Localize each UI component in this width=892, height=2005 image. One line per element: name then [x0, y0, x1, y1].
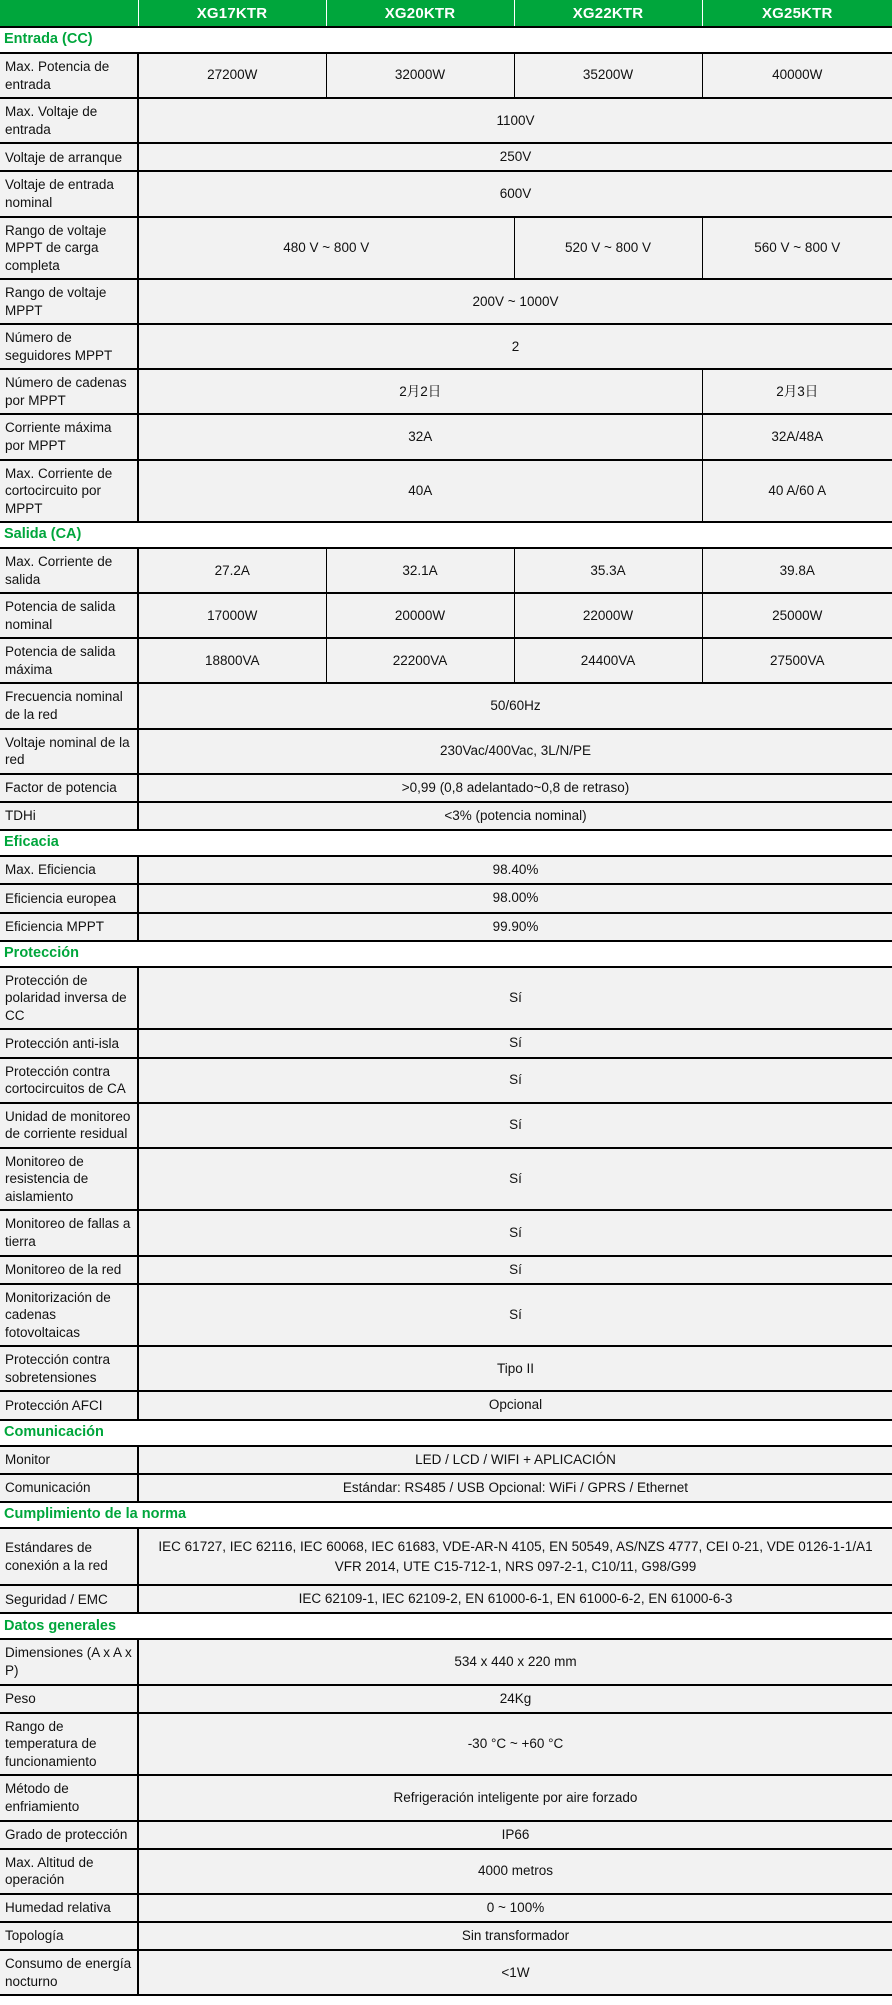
cell-value: IP66 [138, 1821, 892, 1849]
cell-value: 98.40% [138, 856, 892, 884]
section-title: Protección [0, 941, 892, 967]
section-title: Datos generales [0, 1613, 892, 1639]
section-header-datos-generales [0, 1613, 892, 1639]
cell-value: Sí [138, 1029, 892, 1057]
row-label-frecuencia-nominal-de-la-red: Frecuencia nominal de la red [0, 683, 138, 728]
table-row [0, 884, 892, 912]
table-row [0, 1639, 892, 1684]
row-label-potencia-de-salida-nominal: Potencia de salida nominal [0, 593, 138, 638]
row-label-numero-de-cadenas-por-mppt: Número de cadenas por MPPT [0, 369, 138, 414]
cell-value: IEC 62109-1, IEC 62109-2, EN 61000-6-1, EN 61000-6-2, EN 61000-6-3 [138, 1585, 892, 1613]
table-row [0, 1256, 892, 1284]
table-row [0, 1821, 892, 1849]
table-row [0, 460, 892, 523]
table-row [0, 1148, 892, 1211]
table-row [0, 638, 892, 683]
row-label-dimensiones-a-x-a-x-p: Dimensiones (A x A x P) [0, 1639, 138, 1684]
cell-value: 24400VA [514, 638, 702, 683]
cell-value: 2 [138, 324, 892, 369]
table-row [0, 414, 892, 459]
cell-value: -30 °C ~ +60 °C [138, 1713, 892, 1776]
row-label-factor-de-potencia: Factor de potencia [0, 774, 138, 802]
cell-value: Sí [138, 1148, 892, 1211]
cell-value: Sin transformador [138, 1922, 892, 1950]
table-row [0, 279, 892, 324]
cell-value: 32A [138, 414, 702, 459]
table-row [0, 967, 892, 1030]
table-row [0, 171, 892, 216]
model-header-xg20ktr: XG20KTR [326, 0, 514, 27]
cell-value: 22000W [514, 593, 702, 638]
table-row [0, 1058, 892, 1103]
table-row [0, 53, 892, 98]
table-row [0, 1922, 892, 1950]
table-row [0, 1474, 892, 1502]
row-label-metodo-de-enfriamiento: Método de enfriamiento [0, 1775, 138, 1820]
cell-value: 32A/48A [702, 414, 892, 459]
row-label-monitoreo-de-fallas-a-tierra: Monitoreo de fallas a tierra [0, 1210, 138, 1255]
row-label-comunicacion: Comunicación [0, 1474, 138, 1502]
cell-value: 520 V ~ 800 V [514, 217, 702, 280]
cell-value: 40 A/60 A [702, 460, 892, 523]
table-header [0, 0, 892, 27]
table-row [0, 1585, 892, 1613]
model-header-row [0, 0, 892, 27]
table-row [0, 1284, 892, 1347]
row-label-proteccion-afci: Protección AFCI [0, 1391, 138, 1419]
section-title: Salida (CA) [0, 522, 892, 548]
row-label-proteccion-contra-sobretensiones: Protección contra sobretensiones [0, 1346, 138, 1391]
cell-value: >0,99 (0,8 adelantado~0,8 de retraso) [138, 774, 892, 802]
cell-value: 534 x 440 x 220 mm [138, 1639, 892, 1684]
cell-value: 50/60Hz [138, 683, 892, 728]
cell-value: 27.2A [138, 548, 326, 593]
table-row [0, 324, 892, 369]
row-label-rango-de-temperatura-de-funcionamiento: Rango de temperatura de funcionamiento [0, 1713, 138, 1776]
row-label-voltaje-de-arranque: Voltaje de arranque [0, 143, 138, 171]
cell-value: 35.3A [514, 548, 702, 593]
cell-value: Refrigeración inteligente por aire forzado [138, 1775, 892, 1820]
cell-value: 1100V [138, 98, 892, 143]
model-header-xg22ktr: XG22KTR [514, 0, 702, 27]
section-title: Cumplimiento de la norma [0, 1502, 892, 1528]
cell-value: 24Kg [138, 1685, 892, 1713]
cell-value: Sí [138, 1284, 892, 1347]
cell-value: Estándar: RS485 / USB Opcional: WiFi / GPRS / Ethernet [138, 1474, 892, 1502]
cell-value: 27500VA [702, 638, 892, 683]
row-label-proteccion-anti-isla: Protección anti-isla [0, 1029, 138, 1057]
table-row [0, 1391, 892, 1419]
model-header-xg25ktr: XG25KTR [702, 0, 892, 27]
row-label-rango-de-voltaje-mppt-de-carga-completa: Rango de voltaje MPPT de carga completa [0, 217, 138, 280]
row-label-monitoreo-de-resistencia-de-aislamiento: Monitoreo de resistencia de aislamiento [0, 1148, 138, 1211]
row-label-max-corriente-de-cortocircuito-por-mppt: Max. Corriente de cortocircuito por MPPT [0, 460, 138, 523]
cell-value: 600V [138, 171, 892, 216]
cell-value: 200V ~ 1000V [138, 279, 892, 324]
row-label-max-voltaje-de-entrada: Max. Voltaje de entrada [0, 98, 138, 143]
cell-value: Sí [138, 967, 892, 1030]
table-row [0, 217, 892, 280]
table-row [0, 856, 892, 884]
row-label-proteccion-de-polaridad-inversa-de-cc: Protección de polaridad inversa de CC [0, 967, 138, 1030]
cell-value: 20000W [326, 593, 514, 638]
cell-value: 35200W [514, 53, 702, 98]
cell-value: 27200W [138, 53, 326, 98]
row-label-potencia-de-salida-maxima: Potencia de salida máxima [0, 638, 138, 683]
table-row [0, 1210, 892, 1255]
row-label-voltaje-nominal-de-la-red: Voltaje nominal de la red [0, 729, 138, 774]
cell-value: 560 V ~ 800 V [702, 217, 892, 280]
row-label-topologia: Topología [0, 1922, 138, 1950]
cell-value: Sí [138, 1103, 892, 1148]
table-row [0, 1950, 892, 1995]
table-row [0, 729, 892, 774]
row-label-eficiencia-mppt: Eficiencia MPPT [0, 913, 138, 941]
cell-value: 2月2日 [138, 369, 702, 414]
table-row [0, 1713, 892, 1776]
section-title: Comunicación [0, 1420, 892, 1446]
cell-value: 40000W [702, 53, 892, 98]
cell-value: 32.1A [326, 548, 514, 593]
row-label-humedad-relativa: Humedad relativa [0, 1894, 138, 1922]
row-label-eficiencia-europea: Eficiencia europea [0, 884, 138, 912]
table-row [0, 1103, 892, 1148]
row-label-voltaje-de-entrada-nominal: Voltaje de entrada nominal [0, 171, 138, 216]
table-row [0, 143, 892, 171]
table-row [0, 683, 892, 728]
table-row [0, 593, 892, 638]
row-label-max-eficiencia: Max. Eficiencia [0, 856, 138, 884]
row-label-tdhi: TDHi [0, 802, 138, 830]
cell-value: 22200VA [326, 638, 514, 683]
cell-value: 18800VA [138, 638, 326, 683]
row-label-proteccion-contra-cortocircuitos-de-ca: Protección contra cortocircuitos de CA [0, 1058, 138, 1103]
cell-value: 17000W [138, 593, 326, 638]
table-row [0, 1685, 892, 1713]
cell-value: 4000 metros [138, 1849, 892, 1894]
row-label-estandares-de-conexion-a-la-red: Estándares de conexión a la red [0, 1528, 138, 1585]
table-row [0, 1894, 892, 1922]
row-label-monitor: Monitor [0, 1446, 138, 1474]
cell-value: Tipo II [138, 1346, 892, 1391]
table-row [0, 913, 892, 941]
row-label-corriente-maxima-por-mppt: Corriente máxima por MPPT [0, 414, 138, 459]
table-row [0, 1029, 892, 1057]
model-header-xg17ktr: XG17KTR [138, 0, 326, 27]
cell-value: 2月3日 [702, 369, 892, 414]
row-label-numero-de-seguidores-mppt: Número de seguidores MPPT [0, 324, 138, 369]
section-header-salida-ca [0, 522, 892, 548]
row-label-max-potencia-de-entrada: Max. Potencia de entrada [0, 53, 138, 98]
table-row [0, 548, 892, 593]
cell-value: 250V [138, 143, 892, 171]
cell-value: 98.00% [138, 884, 892, 912]
table-row [0, 774, 892, 802]
cell-value: 39.8A [702, 548, 892, 593]
table-row [0, 1849, 892, 1894]
cell-value: <1W [138, 1950, 892, 1995]
section-title: Eficacia [0, 830, 892, 856]
cell-value: 230Vac/400Vac, 3L/N/PE [138, 729, 892, 774]
section-title: Entrada (CC) [0, 27, 892, 53]
row-label-monitoreo-de-la-red: Monitoreo de la red [0, 1256, 138, 1284]
header-spec-column [0, 0, 138, 27]
section-header-proteccion [0, 941, 892, 967]
row-label-monitorizacion-de-cadenas-fotovoltaicas: Monitorización de cadenas fotovoltaicas [0, 1284, 138, 1347]
table-body [0, 27, 892, 1995]
cell-value: 99.90% [138, 913, 892, 941]
table-row [0, 1446, 892, 1474]
row-label-peso: Peso [0, 1685, 138, 1713]
table-row [0, 1775, 892, 1820]
section-header-eficacia [0, 830, 892, 856]
cell-value: 480 V ~ 800 V [138, 217, 514, 280]
row-label-seguridad-emc: Seguridad / EMC [0, 1585, 138, 1613]
cell-value: IEC 61727, IEC 62116, IEC 60068, IEC 61683, VDE-AR-N 4105, EN 50549, AS/NZS 4777, CEI 0-21, VDE 0126-1-1/A1 VFR 2014, UTE C15-712-1, NRS 097-2-1, C10/11, G98/G99 [138, 1528, 892, 1585]
cell-value: Sí [138, 1256, 892, 1284]
cell-value: 32000W [326, 53, 514, 98]
cell-value: Opcional [138, 1391, 892, 1419]
cell-value: Sí [138, 1210, 892, 1255]
cell-value: <3% (potencia nominal) [138, 802, 892, 830]
cell-value: 40A [138, 460, 702, 523]
row-label-max-corriente-de-salida: Max. Corriente de salida [0, 548, 138, 593]
cell-value: LED / LCD / WIFI + APLICACIÓN [138, 1446, 892, 1474]
section-header-comunicacion [0, 1420, 892, 1446]
cell-value: Sí [138, 1058, 892, 1103]
table-row [0, 802, 892, 830]
cell-value: 25000W [702, 593, 892, 638]
table-row [0, 369, 892, 414]
row-label-consumo-de-energia-nocturno: Consumo de energía nocturno [0, 1950, 138, 1995]
table-row [0, 98, 892, 143]
row-label-max-altitud-de-operacion: Max. Altitud de operación [0, 1849, 138, 1894]
row-label-grado-de-proteccion: Grado de protección [0, 1821, 138, 1849]
section-header-cumplimiento-de-la-norma [0, 1502, 892, 1528]
row-label-rango-de-voltaje-mppt: Rango de voltaje MPPT [0, 279, 138, 324]
cell-value: 0 ~ 100% [138, 1894, 892, 1922]
table-row [0, 1528, 892, 1585]
row-label-unidad-de-monitoreo-de-corriente-residual: Unidad de monitoreo de corriente residual [0, 1103, 138, 1148]
section-header-entrada-cc [0, 27, 892, 53]
table-row [0, 1346, 892, 1391]
